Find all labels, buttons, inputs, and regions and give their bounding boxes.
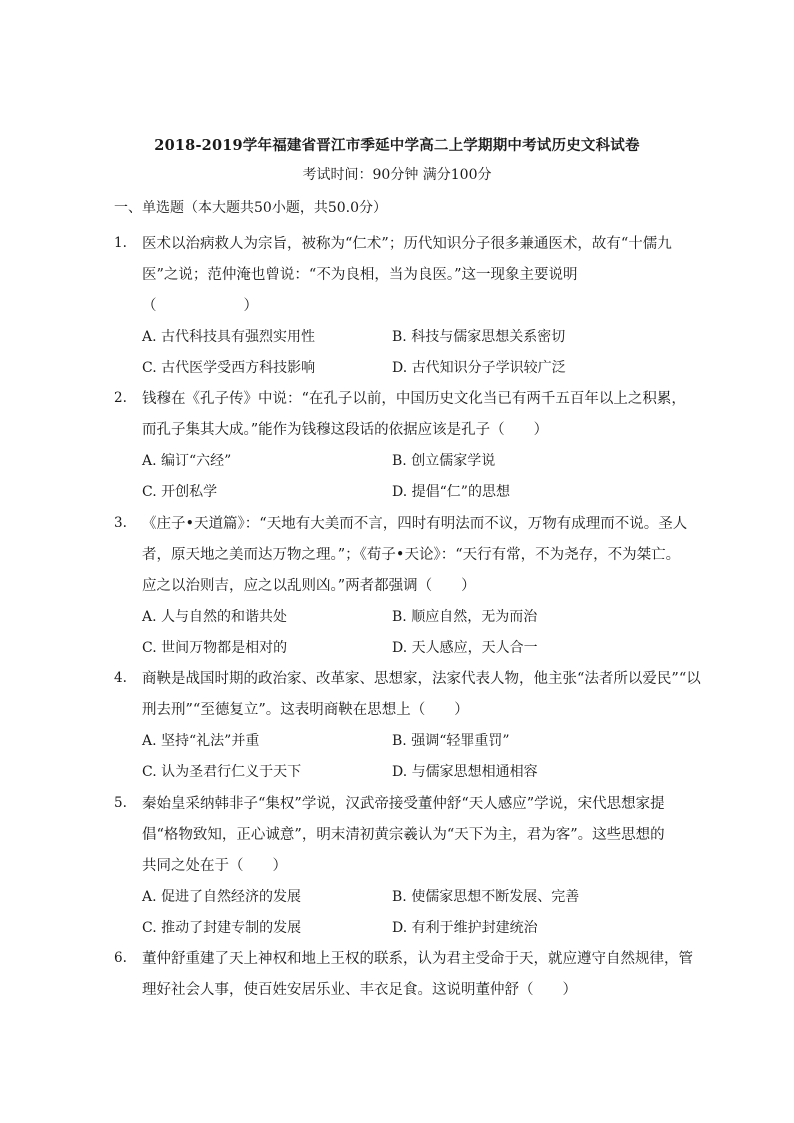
question-number: 3. [114,515,127,531]
option-c: C. 推动了封建专制的发展 [142,920,302,936]
question-number: 1. [114,235,127,251]
option-a: A. 促进了自然经济的发展 [142,889,302,905]
question-text-line: 《庄子•天道篇》：“天地有大美而不言，四时有明法而不议，万物有成理而不说。圣人 [142,516,688,532]
question-number: 4. [114,670,127,686]
question-text-line: 理好社会人事，使百姓安居乐业、丰衣足食。这说明董仲舒（ ） [142,982,577,998]
option-b: B. 使儒家思想不断发展、完善 [392,889,580,905]
option-c: C. 世间万物都是相对的 [142,640,288,656]
option-b: B. 科技与儒家思想关系密切 [392,329,566,345]
option-d: D. 天人感应，天人合一 [392,640,538,656]
option-d: D. 提倡“仁”的思想 [392,484,510,500]
question-text-line: 而孔子集其大成。”能作为钱穆这段话的依据应该是孔子（ ） [142,422,549,438]
question-text-line: 钱穆在《孔子传》中说：“在孔子以前，中国历史文化当已有两千五百年以上之积累， [142,391,686,407]
question-text-line: 刑去刑”“至德复立”。这表明商鞅在思想上（ ） [142,702,469,718]
question-text-line: 医”之说；范仲淹也曾说：“不为良相，当为良医。”这一现象主要说明 [142,267,578,283]
question-text-line: 者，原天地之美而达万物之理。”；《荀子•天论》：“天行有常，不为尧存，不为桀亡。 [142,547,681,563]
question-text-line: 董仲舒重建了天上神权和地上王权的联系，认为君主受命于天，就应遵守自然规律，管 [142,951,693,967]
option-b: B. 顺应自然，无为而治 [392,609,538,625]
option-a: A. 古代科技具有强烈实用性 [142,329,316,345]
question-text-line: 秦始皇采纳韩非子“集权”学说，汉武帝接受董仲舒“天人感应”学说，宋代思想家提 [142,796,665,812]
question-text-line: 商鞅是战国时期的政治家、改革家、思想家，法家代表人物，他主张“法者所以爱民”“以 [142,671,701,687]
option-d: D. 与儒家思想相通相容 [392,764,538,780]
option-c: C. 开创私学 [142,484,218,500]
question-text-line: （ ） [142,298,258,314]
option-d: D. 有利于维护封建统治 [392,920,538,936]
option-b: B. 创立儒家学说 [392,453,496,469]
exam-subtitle: 考试时间：90分钟 满分100分 [302,167,492,183]
question-number: 5. [114,795,127,811]
option-d: D. 古代知识分子学识较广泛 [392,360,566,376]
question-text-line: 倡“格物致知，正心诚意”，明末清初黄宗羲认为“天下为主，君为客”。这些思想的 [142,827,665,843]
option-a: A. 人与自然的和谐共处 [142,609,288,625]
question-number: 2. [114,390,127,406]
exam-title: 2018-2019学年福建省晋江市季延中学高二上学期期中考试历史文科试卷 [154,137,640,154]
option-a: A. 坚持“礼法”并重 [142,733,260,749]
question-number: 6. [114,950,127,966]
question-text-line: 医术以治病救人为宗旨，被称为“仁术”；历代知识分子很多兼通医术，故有“十儒九 [142,236,672,252]
section-heading: 一、单选题（本大题共50小题，共50.0分） [114,200,387,216]
option-c: C. 认为圣君行仁义于天下 [142,764,302,780]
option-b: B. 强调“轻罪重罚” [392,733,510,749]
option-a: A. 编订“六经” [142,453,232,469]
question-text-line: 应之以治则吉，应之以乱则凶。”两者都强调（ ） [142,578,476,594]
question-text-line: 共同之处在于（ ） [142,858,287,874]
option-c: C. 古代医学受西方科技影响 [142,360,316,376]
